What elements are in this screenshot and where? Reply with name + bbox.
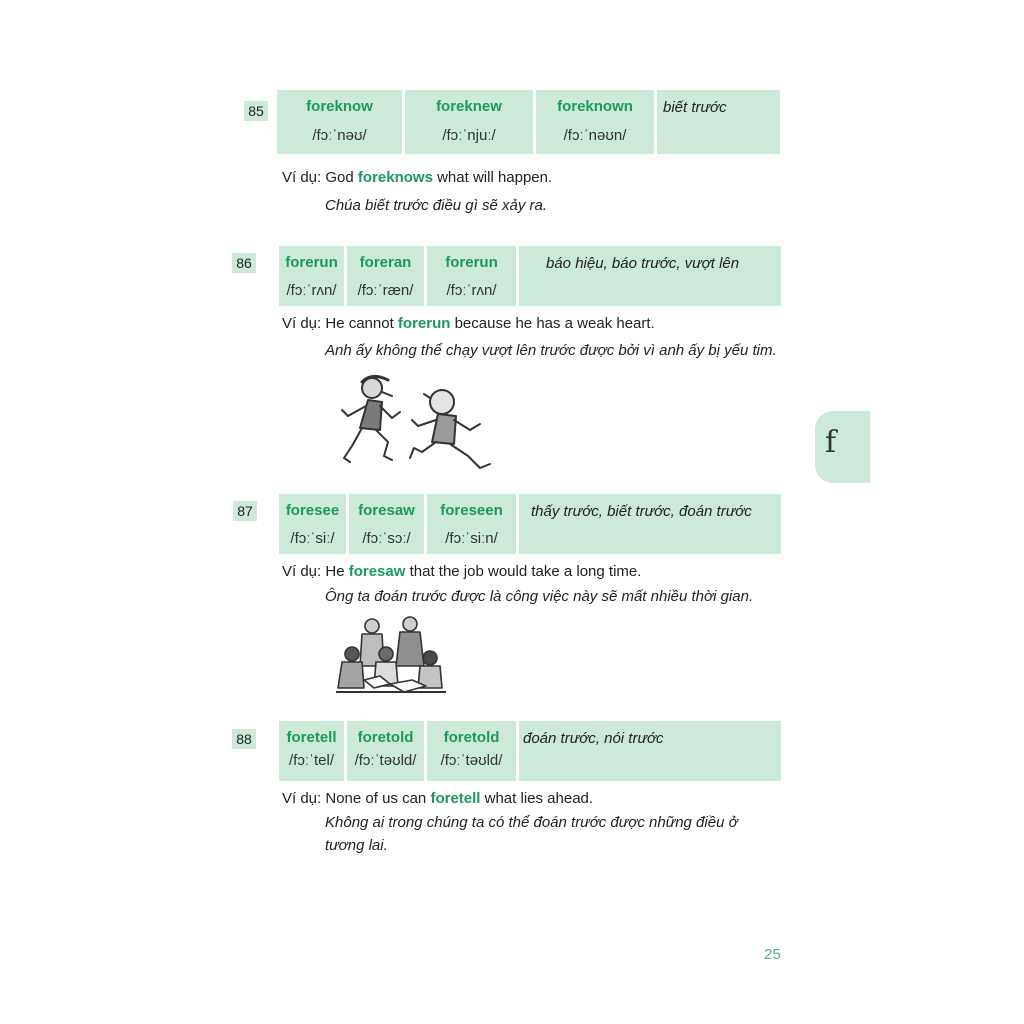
past-participle-cell [427,721,516,781]
base-form-cell [279,721,344,781]
past-form-cell [347,246,424,306]
entry-number: 88 [232,729,256,749]
past-participle-form: forerun [445,254,498,271]
past-form-ipa: /fɔːˈræn/ [357,282,414,299]
example-translation: Chúa biết trước điều gì sẽ xảy ra. [325,197,548,214]
example-text-after: that the job would take a long time. [405,563,642,580]
example-text-after: because he has a weak heart. [450,315,655,332]
meaning-cell [519,494,781,554]
verb-forms-table [277,90,780,154]
base-form-ipa: /fɔːˈrʌn/ [286,282,337,299]
past-participle-cell [536,90,654,154]
meaning-cell [519,246,781,306]
example-highlight: foresaw [348,563,406,580]
example-label: Ví dụ: [282,315,322,332]
past-form-cell [347,721,424,781]
past-form: foreran [359,254,412,271]
base-form-ipa: /fɔːˈsiː/ [290,530,335,547]
page-number: 25 [764,946,781,963]
example-label: Ví dụ: [282,563,322,580]
entry-number: 86 [232,253,256,273]
past-form-ipa: /fɔːˈnjuː/ [442,127,496,144]
base-form: forerun [285,254,338,271]
example-label: Ví dụ: [282,790,322,807]
two-runners-illustration [330,372,500,476]
past-form-ipa: /fɔːˈsɔː/ [362,530,411,547]
past-form-ipa: /fɔːˈtəʊld/ [354,752,417,769]
past-participle-form: foretold [443,729,500,746]
example-text-before: God [325,169,358,186]
verb-forms-table [279,246,781,306]
past-participle-ipa: /fɔːˈtəʊld/ [440,752,503,769]
example-sentence [282,561,641,583]
example-sentence [282,167,552,189]
base-form-cell [279,494,346,554]
past-participle-ipa: /fɔːˈsiːn/ [445,530,498,547]
example-text-before: None of us can [325,790,431,807]
example-translation: Anh ấy không thể chạy vượt lên trước được bởi vì anh ấy bị yếu tim. [325,342,777,359]
past-participle-ipa: /fɔːˈnəʊn/ [563,127,627,144]
example-translation: Không ai trong chúng ta có thể đoán trước được những điều ở tương lai. [325,814,738,854]
verb-forms-table [279,494,781,554]
example-text-after: what will happen. [432,169,553,186]
base-form-cell [279,246,344,306]
past-participle-ipa: /fɔːˈrʌn/ [446,282,497,299]
base-form: foresee [285,502,340,519]
past-participle-cell [427,494,516,554]
section-letter: f [825,425,837,460]
meaning: thấy trước, biết trước, đoán trước [531,503,752,520]
base-form: foreknow [306,98,373,115]
business-meeting-illustration [334,614,448,696]
meaning: báo hiệu, báo trước, vượt lên [546,255,740,272]
meaning: biết trước [663,99,727,116]
example-highlight: foreknows [357,169,433,186]
section-letter-tab [815,411,870,483]
past-form-cell [349,494,424,554]
past-participle-form: foreseen [440,502,503,519]
meaning-cell [657,90,780,154]
base-form-cell [277,90,402,154]
example-translation: Ông ta đoán trước được là công việc này sẽ mất nhiều thời gian. [325,588,754,605]
example-highlight: forerun [397,315,451,332]
meaning: đoán trước, nói trước [523,730,664,747]
example-label: Ví dụ: [282,169,322,186]
example-sentence [282,788,593,810]
past-form: foreknew [436,98,502,115]
entry-number: 87 [233,501,257,521]
past-form: foretold [357,729,414,746]
base-form: foretell [286,729,337,746]
example-highlight: foretell [430,790,481,807]
past-form-cell [405,90,533,154]
meaning-cell [519,721,781,781]
verb-forms-table [279,721,781,781]
past-participle-cell [427,246,516,306]
example-text-before: He [325,563,349,580]
past-participle-form: foreknown [557,98,633,115]
base-form-ipa: /fɔːˈtel/ [288,752,334,769]
example-text-after: what lies ahead. [480,790,594,807]
example-sentence [282,313,655,335]
past-form: foresaw [358,502,415,519]
example-text-before: He cannot [325,315,398,332]
entry-number: 85 [244,101,268,121]
base-form-ipa: /fɔːˈnəʊ/ [312,127,367,144]
